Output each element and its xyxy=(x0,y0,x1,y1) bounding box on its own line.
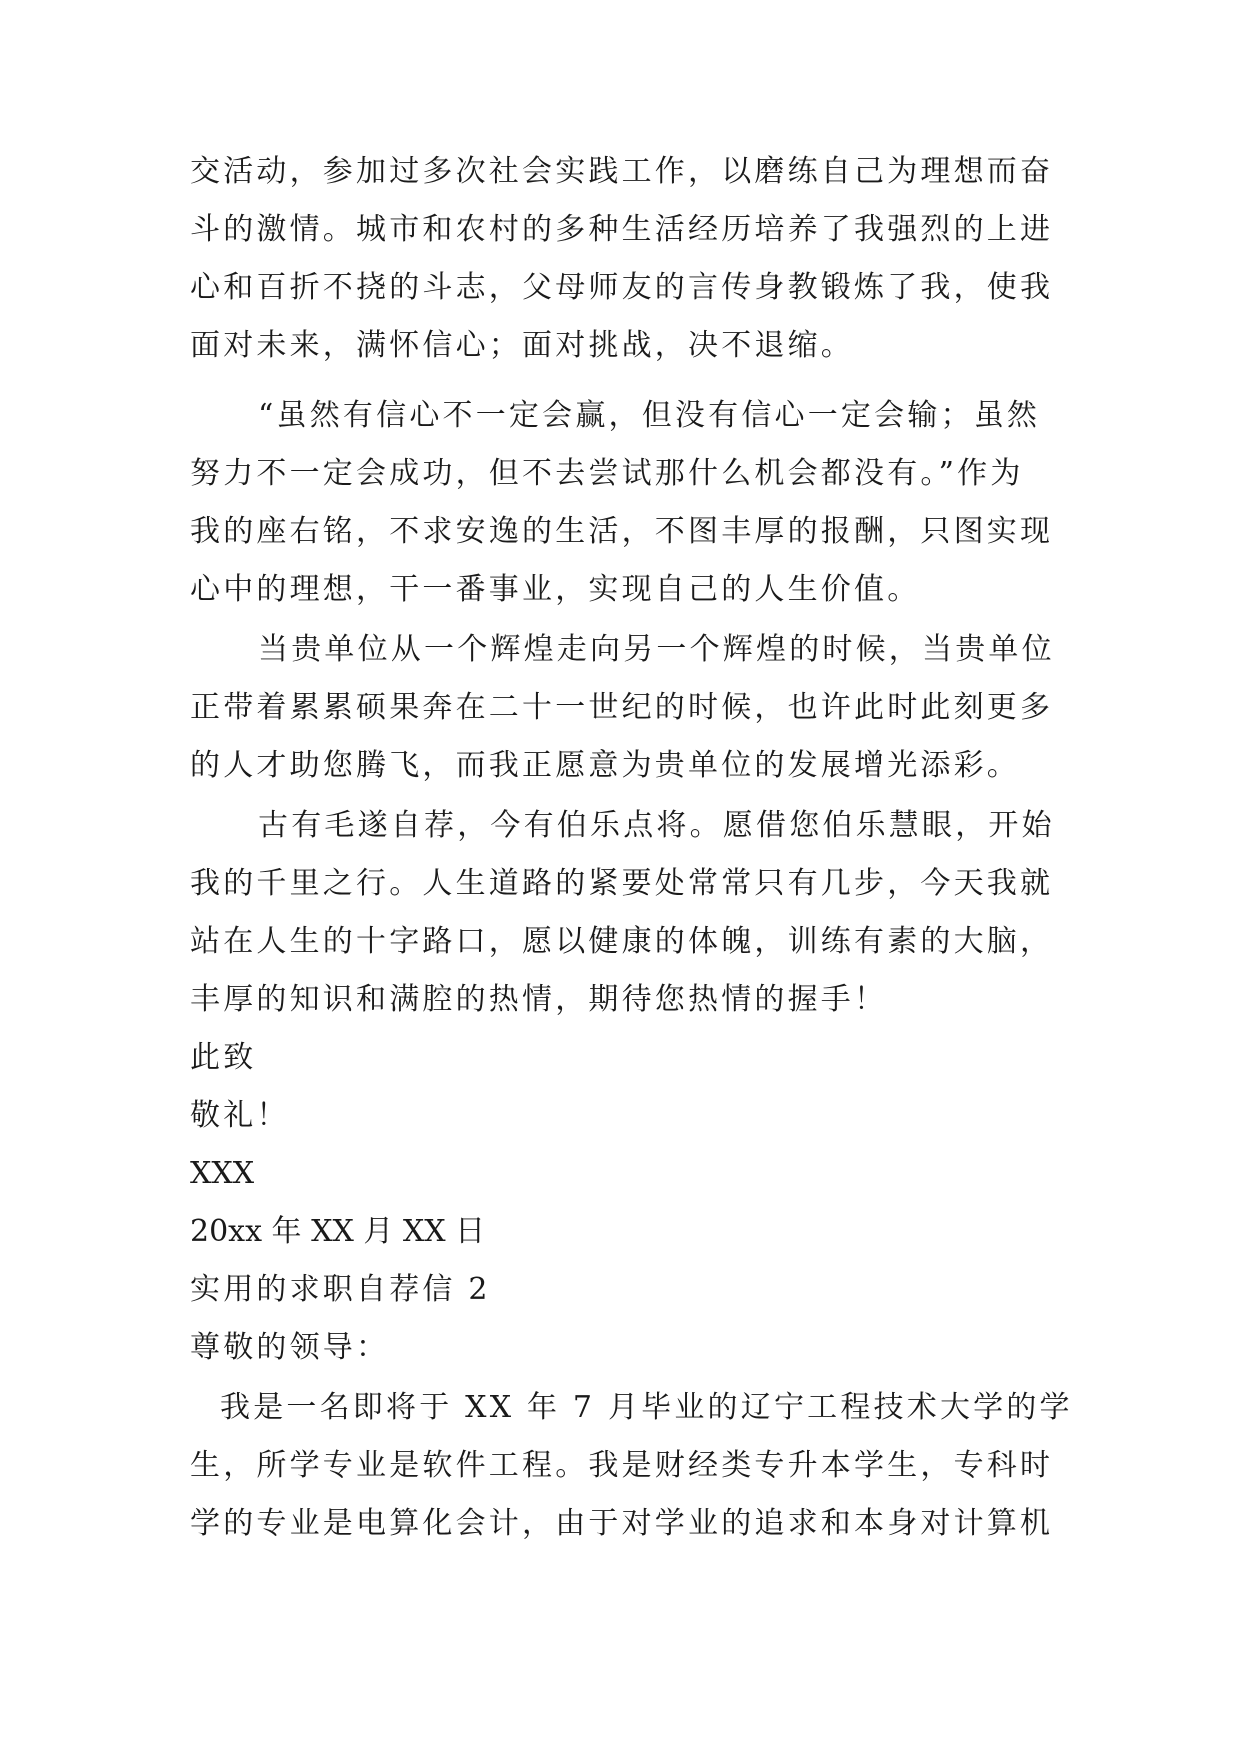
body-line: 心中的理想，干一番事业，实现自己的人生价值。 xyxy=(190,572,921,607)
body-line: 努力不一定会成功，但不去尝试那什么机会都没有。”作为 xyxy=(190,456,1024,491)
body-line: 正带着累累硕果奔在二十一世纪的时候，也许此时此刻更多 xyxy=(190,690,1054,725)
body-line: 生，所学专业是软件工程。我是财经类专升本学生，专科时 xyxy=(190,1448,1054,1483)
body-line: 我的千里之行。人生道路的紧要处常常只有几步，今天我就 xyxy=(190,866,1054,901)
body-line: 交活动，参加过多次社会实践工作，以磨练自己为理想而奋 xyxy=(190,154,1054,189)
paragraph-start-line: 古有毛遂自荐，今有伯乐点将。愿借您伯乐慧眼，开始 xyxy=(258,808,1055,843)
paragraph-start-line: “虽然有信心不一定会赢，但没有信心一定会输；虽然 xyxy=(258,398,1041,433)
signature-name: XXX xyxy=(190,1156,255,1191)
body-line: 我的座右铭，不求安逸的生活，不图丰厚的报酬，只图实现 xyxy=(190,514,1054,549)
salutation-line: 敬礼！ xyxy=(190,1098,290,1133)
signature-date: 20xx 年 XX 月 XX 日 xyxy=(190,1214,486,1249)
paragraph-start-line: 我是一名即将于 XX 年 7 月毕业的辽宁工程技术大学的学 xyxy=(220,1390,1073,1425)
body-line: 学的专业是电算化会计，由于对学业的追求和本身对计算机 xyxy=(190,1506,1054,1541)
body-line: 的人才助您腾飞，而我正愿意为贵单位的发展增光添彩。 xyxy=(190,748,1020,783)
paragraph-start-line: 当贵单位从一个辉煌走向另一个辉煌的时候，当贵单位 xyxy=(258,632,1055,667)
closing-line: 此致 xyxy=(190,1040,257,1075)
body-line: 站在人生的十字路口，愿以健康的体魄，训练有素的大脑， xyxy=(190,924,1054,959)
greeting-line: 尊敬的领导： xyxy=(190,1330,390,1365)
body-line: 丰厚的知识和满腔的热情，期待您热情的握手！ xyxy=(190,982,888,1017)
section-title: 实用的求职自荐信 2 xyxy=(190,1272,491,1307)
body-line: 斗的激情。城市和农村的多种生活经历培养了我强烈的上进 xyxy=(190,212,1054,247)
body-line: 面对未来，满怀信心；面对挑战，决不退缩。 xyxy=(190,328,854,363)
body-line: 心和百折不挠的斗志，父母师友的言传身教锻炼了我，使我 xyxy=(190,270,1054,305)
